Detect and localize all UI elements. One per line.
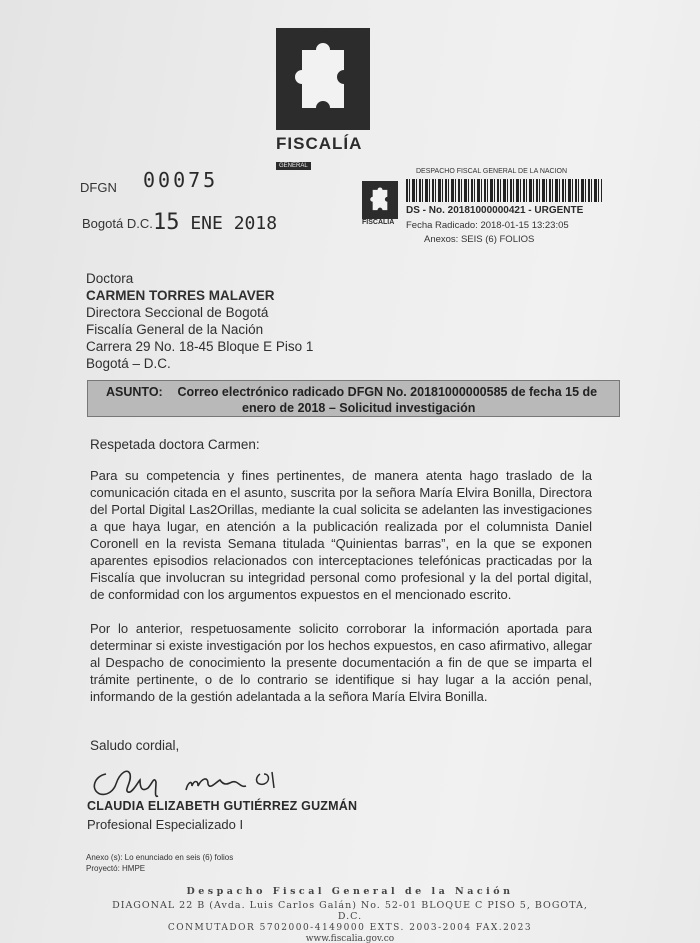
recipient-block [86, 270, 313, 372]
subject-box [87, 380, 620, 417]
letterhead-footer [110, 886, 590, 943]
city-label: Bogotá D.C. [82, 216, 153, 231]
stamp-radicado-number: DS - No. 20181000000421 - URGENTE [406, 205, 584, 216]
recipient-title: Doctora [86, 271, 134, 286]
stamp-puzzle-icon [362, 181, 398, 219]
closing: Saludo cordial, [90, 738, 180, 753]
footer-phones: CONMUTADOR 5702000-4149000 EXTS. 2003-2004 FAX.2023 [167, 923, 533, 933]
annex-note [86, 852, 233, 874]
subject-line-1: Correo electrónico radicado DFGN No. 20181000000585 de fecha 15 de [177, 385, 598, 399]
body-paragraph-1: Para su competencia y fines pertinentes, de manera atenta hago traslado de la comunicación citada en el asunto, suscrita por la señora María Elvira Bonilla, Directora del Portal Digital Las2Orillas, mediante la cual solicita se adelanten las investigaciones a que haya lugar, en atención a la publicación realizada por el columnista Daniel Coronell en la revista Semana titulada “Quinientas barras”, en la que se exponen aparentes episodios relacionados con interceptaciones telefónicas practicadas por la Fiscalía que involucran su integridad personal como profesional y la del portal digital, de conformidad con los argumentos expuestos en el mencionado escrito. [90, 468, 592, 602]
barcode [406, 179, 602, 202]
puzzle-logo-icon [276, 28, 370, 130]
footer-address: DIAGONAL 22 B (Avda. Luis Carlos Galán) No. 52-01 BLOQUE C PISO 5, BOGOTA, D.C. [112, 900, 588, 922]
body-paragraph-2: Por lo anterior, respetuosamente solicito corroborar la información aportada para determinar si existe investigación por los hechos expuestos, en caso afirmativo, allegar al Despacho de conocimiento la presente documentación a fin de que se imparta el trámite pertinente, o de lo contrario se identifique si hay lugar a la acción penal, informando de la gestión adelantada a la señora María Elvira Bonilla. [90, 621, 592, 704]
logo-subtitle: GENERAL [276, 162, 311, 170]
recipient-name: CARMEN TORRES MALAVER [86, 288, 275, 303]
handwritten-signature [84, 760, 304, 800]
dfgn-number: 00075 [143, 168, 219, 192]
recipient-city: Bogotá – D.C. [86, 356, 171, 371]
signer-title: Profesional Especializado I [87, 817, 244, 832]
dfgn-label: DFGN [80, 180, 117, 195]
salutation: Respetada doctora Carmen: [90, 437, 260, 452]
recipient-address: Carrera 29 No. 18-45 Bloque E Piso 1 [86, 339, 314, 354]
recipient-position: Directora Seccional de Bogotá [86, 305, 269, 320]
annex-line-2: Proyectó: HMPE [86, 864, 146, 873]
annex-line-1: Anexo (s): Lo enunciado en seis (6) folios [86, 853, 234, 862]
subject-line-2: enero de 2018 – Solicitud investigación [242, 401, 476, 415]
subject-label: ASUNTO: [106, 385, 163, 399]
stamp-header: DESPACHO FISCAL GENERAL DE LA NACION [416, 168, 568, 175]
fiscalia-logo [276, 28, 370, 172]
footer-website: www.fiscalia.gov.co [305, 934, 395, 943]
recipient-institution: Fiscalía General de la Nación [86, 322, 264, 337]
date-month-year: ENE 2018 [190, 213, 278, 234]
stamp-date: Fecha Radicado: 2018-01-15 13:23:05 [406, 220, 569, 231]
footer-office: Despacho Fiscal General de la Nación [186, 886, 514, 897]
stamp-logo [362, 181, 398, 226]
logo-name: FISCALÍA [276, 134, 363, 153]
signer-name: CLAUDIA ELIZABETH GUTIÉRREZ GUZMÁN [87, 799, 358, 813]
date-stamp [153, 210, 277, 235]
stamp-logo-name: FISCALIA [362, 219, 395, 226]
date-day: 15 [153, 210, 180, 235]
stamp-annexes: Anexos: SEIS (6) FOLIOS [424, 234, 535, 245]
